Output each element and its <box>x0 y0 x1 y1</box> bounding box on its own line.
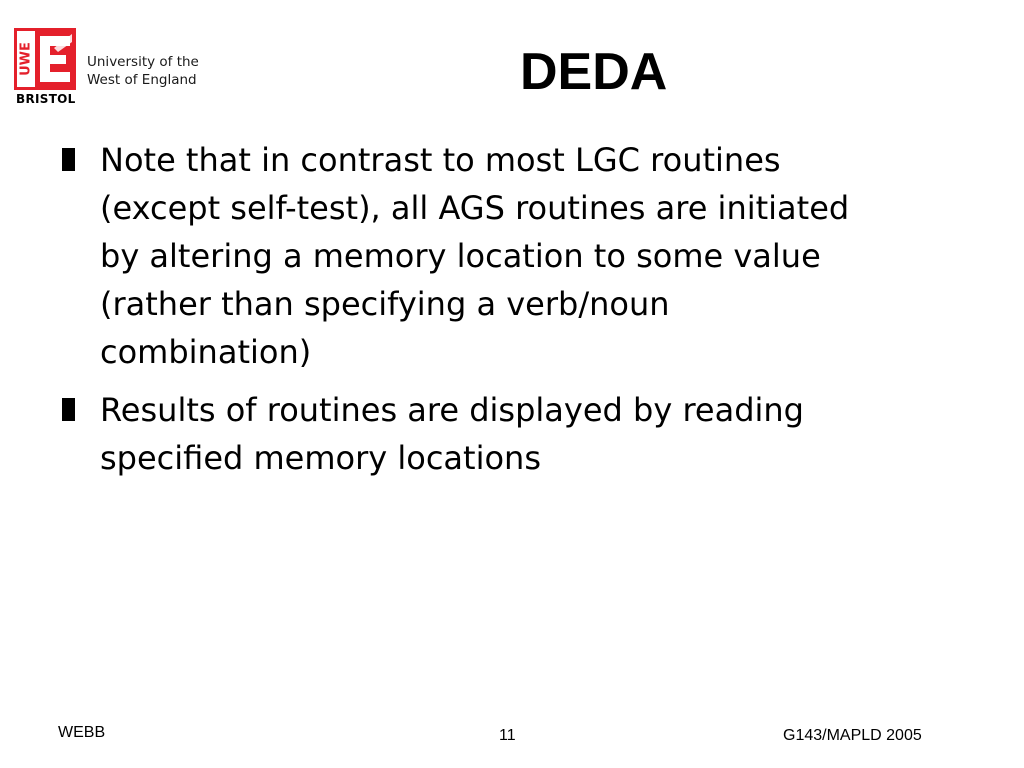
university-logo <box>14 28 214 108</box>
bullet-line: Note that in contrast to most LGC routines <box>100 141 781 179</box>
square-bullet-icon <box>62 148 75 171</box>
bullet-list <box>62 136 942 492</box>
bullet-line: by altering a memory location to some value <box>100 237 821 275</box>
square-bullet-icon <box>62 398 75 421</box>
logo-university-name <box>87 53 199 89</box>
uwe-logo-mark-icon <box>14 28 76 90</box>
footer-event: G143/MAPLD 2005 <box>783 727 922 744</box>
bullet-line: combination) <box>100 333 312 371</box>
logo-university-line2: West of England <box>87 72 197 88</box>
footer-author: WEBB <box>58 724 106 741</box>
slide-title: DEDA <box>520 43 668 101</box>
logo-university-line1: University of the <box>87 54 199 70</box>
logo-bristol-text: BRISTOL <box>16 92 76 106</box>
bullet-line: Results of routines are displayed by reading <box>100 391 804 429</box>
bullet-line: (except self-test), all AGS routines are initiated <box>100 189 850 227</box>
bullet-line: specified memory locations <box>100 439 541 477</box>
bullet-item <box>62 386 942 482</box>
logo-mark-text: UWE <box>18 42 34 76</box>
footer-page-number: 11 <box>499 727 516 744</box>
bullet-item <box>62 136 942 376</box>
bullet-line: (rather than specifying a verb/noun <box>100 285 670 323</box>
